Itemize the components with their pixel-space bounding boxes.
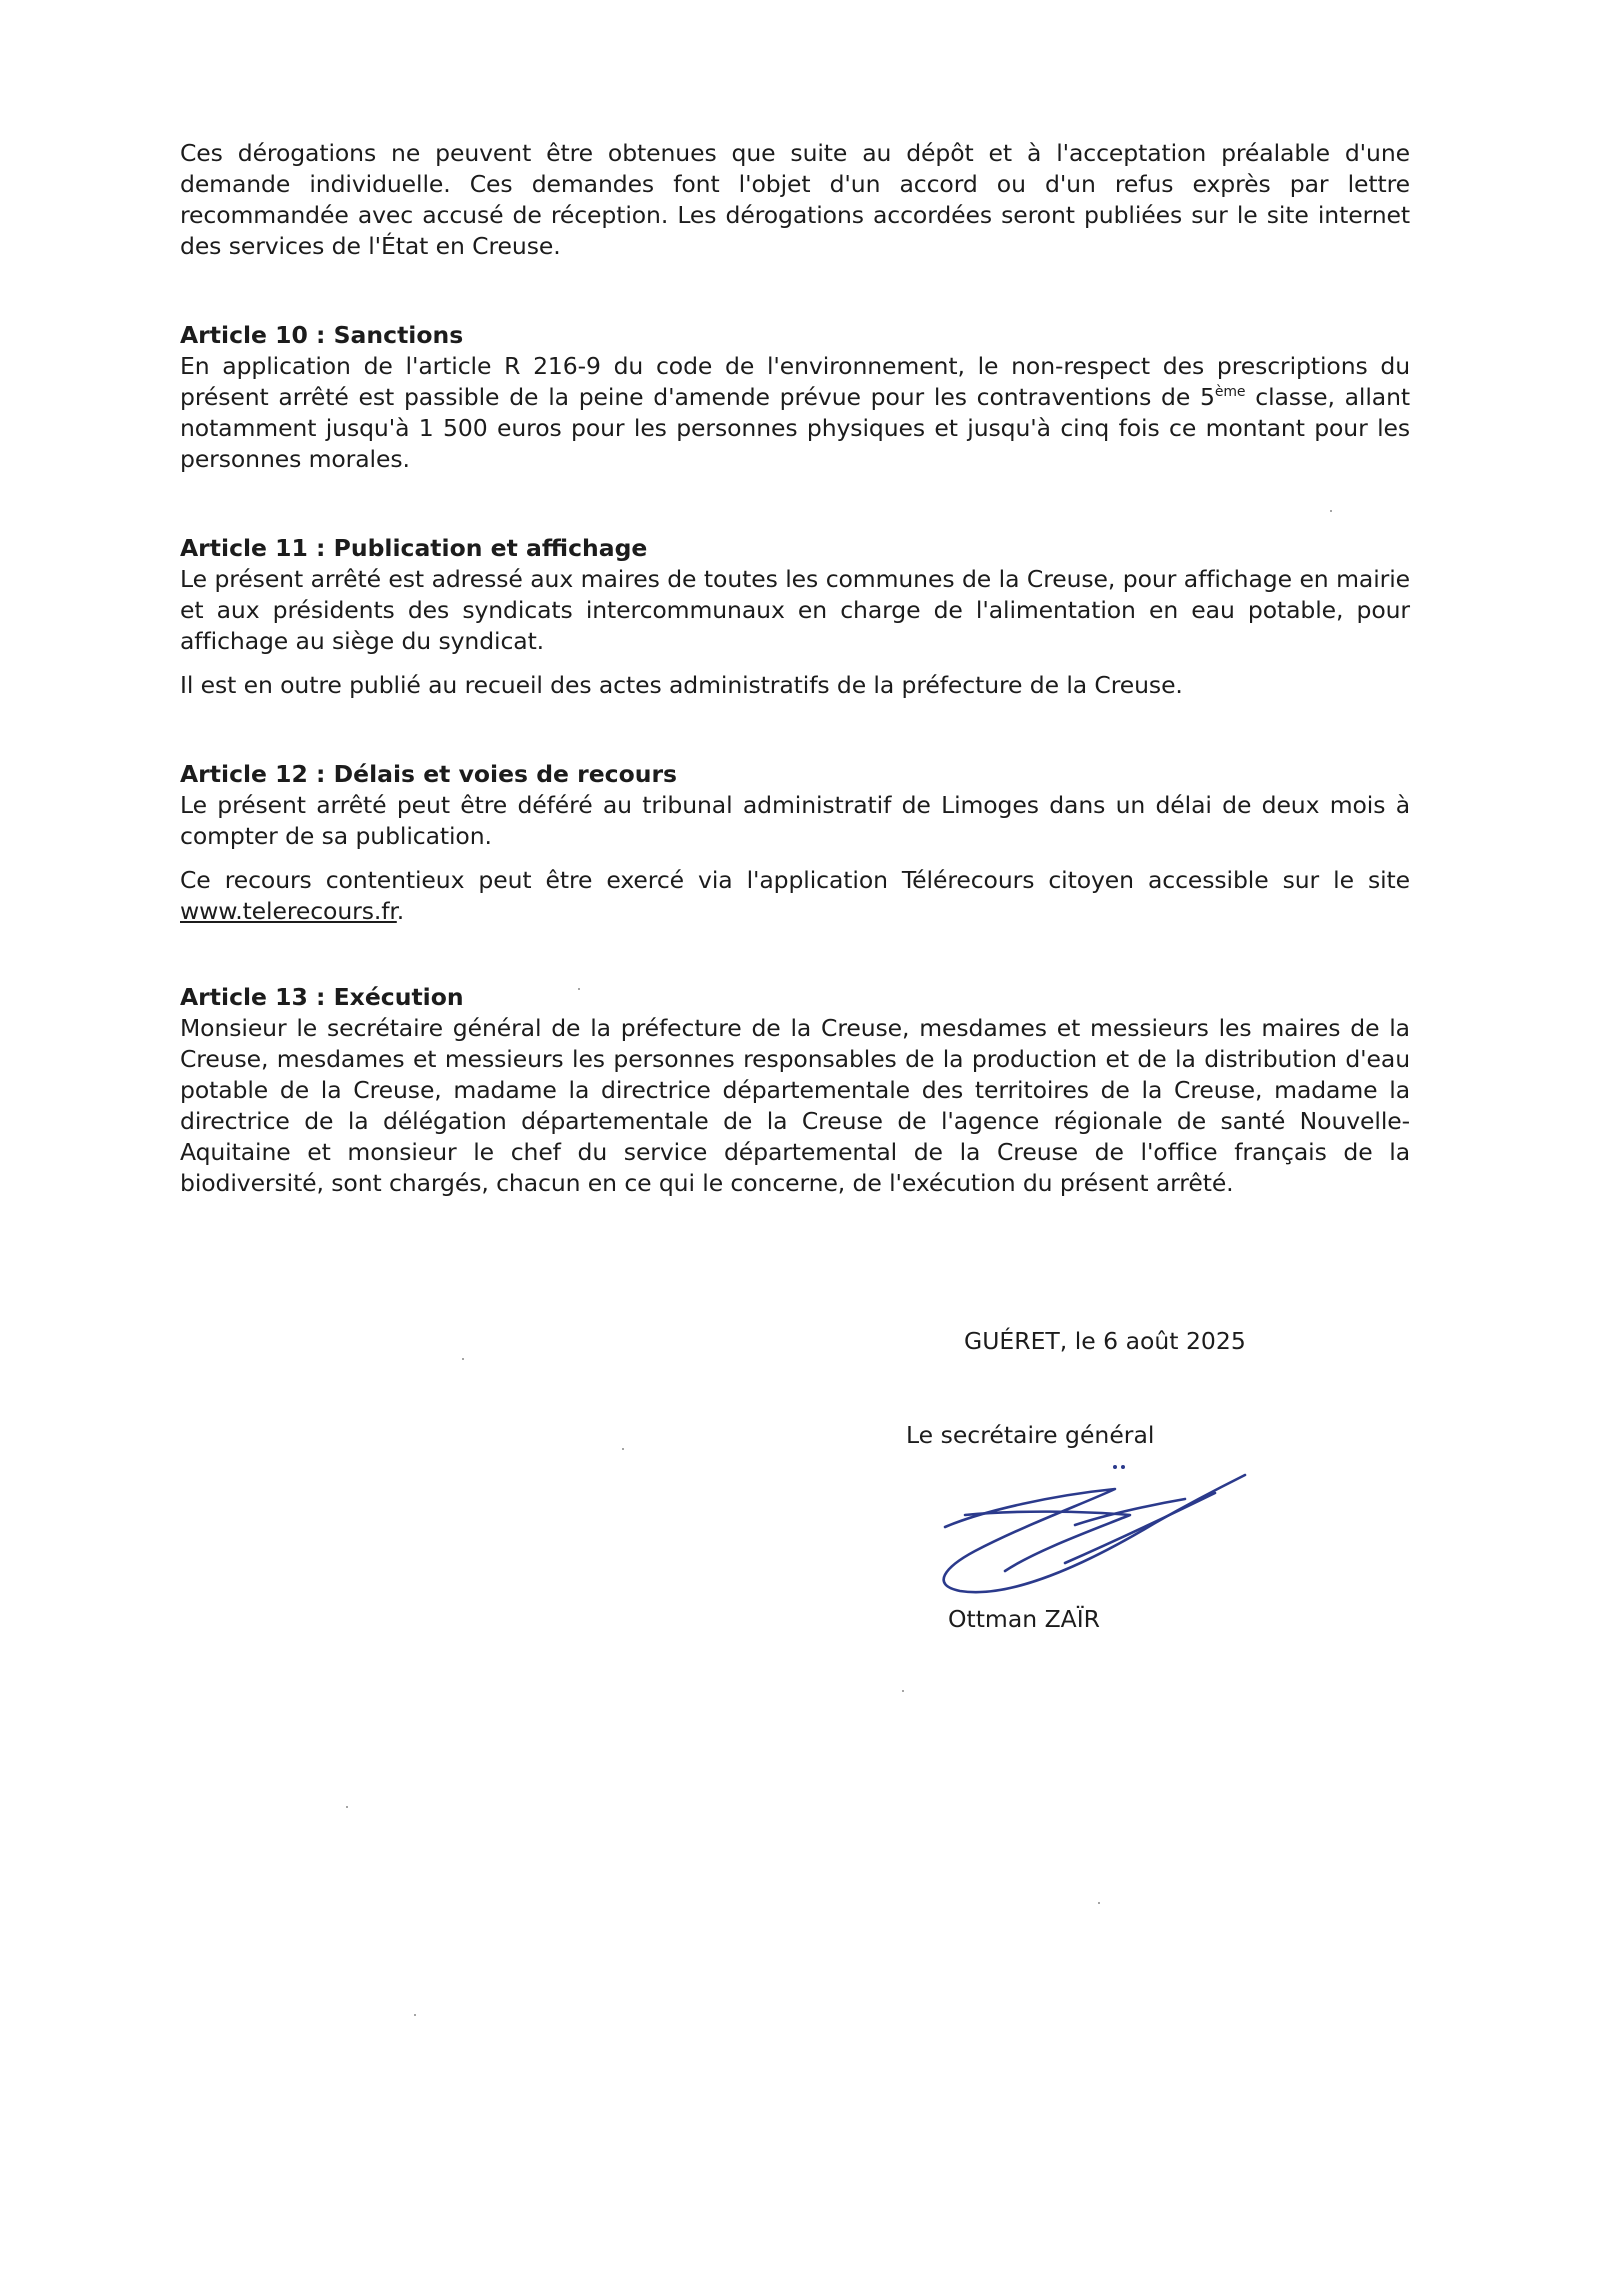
- telerecours-link[interactable]: www.telerecours.fr: [180, 897, 397, 925]
- document-body: [180, 138, 1410, 1199]
- scan-speck: [346, 1806, 348, 1808]
- article-10-text-part2: classe, allant notamment jusqu'à 1 500 euros pour les personnes physiques et jusqu'à cinq fois ce montant pour les personnes morales.: [180, 383, 1410, 473]
- article-11-paragraph-1: Le présent arrêté est adressé aux maires de toutes les communes de la Creuse, pour affichage en mairie et aux présidents des syndicats intercommunaux en charge de l'alimentation en eau potable, pour affichage au siège du syndicat.: [180, 565, 1410, 655]
- scan-speck: [462, 1358, 464, 1360]
- article-11-heading: Article 11 : Publication et affichage: [180, 534, 648, 562]
- signer-role: Le secrétaire général: [906, 1421, 1155, 1449]
- scan-speck: [414, 2014, 416, 2016]
- article-10-heading: Article 10 : Sanctions: [180, 321, 464, 349]
- scan-speck: [1330, 510, 1332, 512]
- article-13-heading: Article 13 : Exécution: [180, 983, 464, 1011]
- article-10-text: [180, 351, 1410, 475]
- article-11-paragraph-2: Il est en outre publié au recueil des actes administratifs de la préfecture de la Creuse.: [180, 671, 1183, 699]
- scan-speck: [578, 988, 580, 990]
- scan-speck: [902, 1690, 904, 1692]
- intro-paragraph: Ces dérogations ne peuvent être obtenues que suite au dépôt et à l'acceptation préalable d'une demande individuelle. Ces demandes font l'objet d'un accord ou d'un refus exprès par lettre recommandée avec accusé de réception. Les dérogations accordées seront publiées sur le site internet des services de l'État en Creuse.: [180, 139, 1410, 260]
- signer-name: Ottman ZAÏR: [948, 1605, 1101, 1633]
- article-12-heading: Article 12 : Délais et voies de recours: [180, 760, 678, 788]
- article-12-paragraph-1: Le présent arrêté peut être déféré au tribunal administratif de Limoges dans un délai de deux mois à compter de sa publication.: [180, 791, 1410, 850]
- signature-date: GUÉRET, le 6 août 2025: [964, 1327, 1246, 1355]
- handwritten-signature: [915, 1455, 1255, 1605]
- scan-speck: [1098, 1902, 1100, 1904]
- article-12-paragraph-2-end: .: [396, 897, 405, 925]
- article-12-paragraph-2: [180, 865, 1410, 927]
- article-13-paragraph: Monsieur le secrétaire général de la préfecture de la Creuse, mesdames et messieurs les maires de la Creuse, mesdames et messieurs les personnes responsables de la production et de la distribution d'eau potable de la Creuse, madame la directrice départementale des territoires de la Creuse, madame la directrice de la délégation départementale de la Creuse de l'agence régionale de santé Nouvelle-Aquitaine et monsieur le chef du service départemental de la Creuse de l'office français de la biodiversité, sont chargés, chacun en ce qui le concerne, de l'exécution du présent arrêté.: [180, 1014, 1410, 1197]
- article-10-text-part1: En application de l'article R 216-9 du code de l'environnement, le non-respect des prescriptions du présent arrêté est passible de la peine d'amende prévue pour les contraventions de 5: [180, 352, 1410, 411]
- scan-speck: [622, 1448, 624, 1450]
- article-12-paragraph-2-text: Ce recours contentieux peut être exercé via l'application Télérecours citoyen accessible sur le site: [180, 866, 1410, 894]
- article-10-superscript: ème: [1214, 384, 1246, 400]
